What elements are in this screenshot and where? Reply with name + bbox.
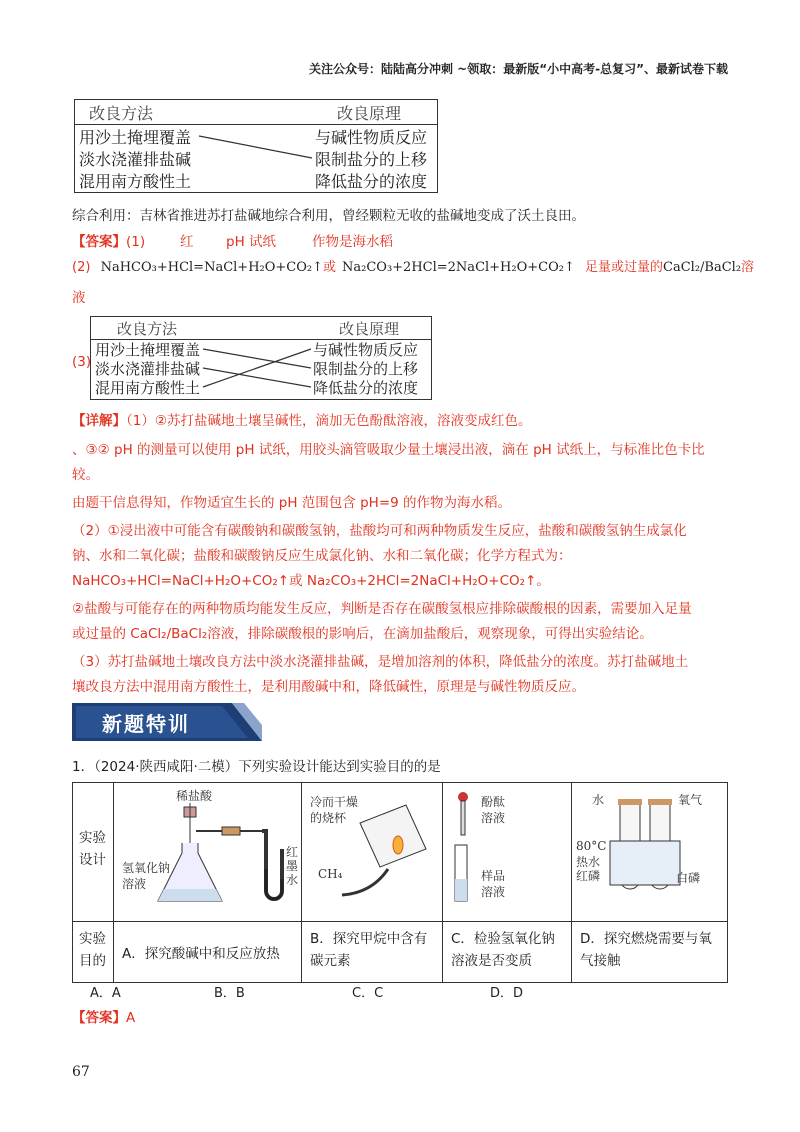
figure-c-cell (443, 783, 572, 922)
detail-line: ②盐酸与可能存在的两种物质均能发生反应，判断是否存在碳酸氢根应排除碳酸根的因素，需要加入足量 (72, 601, 692, 617)
label-beaker: 冷而干燥 (310, 795, 359, 809)
purpose-b (302, 922, 443, 983)
label-sample: 溶液 (481, 885, 506, 899)
label-naoh-solution: 溶液 (122, 877, 147, 891)
option-b[interactable]: B．B (214, 986, 245, 1001)
answer-line-1 (72, 232, 393, 252)
equation-1: NaHCO₃+HCl=NaCl+H₂O+CO₂↑ (100, 260, 323, 275)
option-d[interactable]: D．D (490, 986, 524, 1001)
table1-head-principle: 改良原理 (337, 104, 402, 123)
answer-2-value: A (126, 1010, 136, 1026)
table1-principle: 与碱性物质反应 (315, 128, 428, 147)
page-header: 关注公众号：陆陆高分冲刺 ~领取：最新版“小中高考-总复习”、最新试卷下载 (309, 62, 728, 76)
purpose-d (572, 922, 728, 983)
option-a[interactable]: A．A (90, 986, 121, 1001)
table2-head-method: 改良方法 (117, 320, 178, 338)
table2-method: 混用南方酸性土 (95, 379, 201, 397)
table1-connector (75, 100, 437, 192)
detail-line: （2）①浸出液中可能含有碳酸钠和碳酸氢钠，盐酸均可和两种物质发生反应，盐酸和碳酸氢钠生成氯化 (72, 523, 687, 539)
page-number: 67 (72, 1064, 90, 1080)
table1-method: 混用南方酸性土 (79, 172, 192, 191)
question-text: 1．（2024·陕西咸阳·二模）下列实验设计能达到实验目的的是 (72, 759, 441, 775)
section-banner (72, 703, 262, 741)
purpose-b-text: B．探究甲烷中含有碳元素 (310, 931, 428, 969)
label-methane: CH₄ (318, 867, 343, 881)
answer-or: 或 (323, 260, 337, 275)
label-ink: 墨 (286, 859, 299, 873)
detail-line: 或过量的 CaCl₂/BaCl₂溶液，排除碳酸根的影响后，在滴加盐酸后，观察现象，可得出实验结论。 (72, 626, 653, 642)
experiment-table (72, 782, 728, 983)
figure-d-cell (572, 783, 728, 922)
detail-line: NaHCO₃+HCl=NaCl+H₂O+CO₂↑或 Na₂CO₃+2HCl=2NaCl+H₂O+CO₂↑。 (72, 573, 550, 589)
improvement-table-1 (74, 99, 438, 193)
label-white-phosphorus: 白磷 (676, 871, 701, 885)
row-label-cell (73, 922, 114, 983)
table1-method: 用沙土掩埋覆盖 (79, 128, 192, 147)
improvement-table-2 (90, 316, 432, 400)
answer-p3-num: (3) (72, 354, 92, 370)
answer-p2-tail: 足量或过量的 (585, 260, 664, 275)
purpose-c (443, 922, 572, 983)
answer-2-label: 【答案】 (72, 1010, 126, 1026)
table2-principle: 降低盐分的浓度 (313, 379, 419, 397)
table2-principle: 限制盐分的上移 (313, 360, 419, 378)
label-phenolphthalein: 溶液 (481, 811, 506, 825)
label-red-phosphorus: 红磷 (576, 869, 601, 883)
banner-text: 新题特训 (102, 712, 190, 736)
answer-p1-num: (1) (126, 234, 146, 250)
purpose-c-text: C．检验氢氧化钠溶液是否变质 (451, 931, 555, 969)
table2-method: 用沙土掩埋覆盖 (95, 341, 201, 359)
detail-section (72, 409, 732, 700)
answer-p2-salt: CaCl₂/BaCl₂ (663, 260, 742, 275)
figure-c-phenolphthalein-test (443, 783, 571, 917)
equation-2: Na₂CO₃+2HCl=2NaCl+H₂O+CO₂↑ (342, 260, 575, 275)
answer-p2-num: (2) (72, 260, 91, 275)
table2-head-principle: 改良原理 (339, 320, 400, 338)
label-sample: 样品 (481, 869, 506, 883)
summary-text: 综合利用：吉林省推进苏打盐碱地综合利用，曾经颗粒无收的盐碱地变成了沃土良田。 (72, 208, 585, 224)
label-beaker: 的烧杯 (310, 811, 347, 825)
detail-line: 、③② pH 的测量可以使用 pH 试纸，用胶头滴管吸取少量土壤浸出液，滴在 pH 试纸上，与标准比色卡比 (72, 442, 705, 458)
label-temperature: 80°C (576, 839, 607, 853)
label-acid: 稀盐酸 (176, 789, 213, 803)
figure-b-cell (302, 783, 443, 922)
answer-p1-b: pH 试纸 (226, 234, 277, 250)
table1-principle: 限制盐分的上移 (315, 150, 428, 169)
table1-principle: 降低盐分的浓度 (315, 172, 428, 191)
table2-connectors (91, 317, 431, 399)
answer-p2-tail2: 溶 (741, 260, 755, 275)
answer-label: 【答案】 (72, 234, 126, 250)
detail-line: （1）②苏打盐碱地土壤呈碱性，滴加无色酚酞溶液，溶液变成红色。 (126, 413, 532, 429)
detail-line: 钠、水和二氧化碳；盐酸和碳酸钠反应生成氯化钠、水和二氧化碳；化学方程式为： (72, 548, 572, 564)
answer-2 (72, 1008, 135, 1028)
table2-principle: 与碱性物质反应 (313, 341, 419, 359)
answer-p1-c: 作物是海水稻 (312, 234, 393, 250)
answer-line-2 (72, 258, 754, 278)
purpose-a (114, 922, 302, 983)
purpose-d-text: D．探究燃烧需要与氧气接触 (580, 931, 712, 969)
label-ink: 红 (286, 845, 299, 859)
option-c[interactable]: C．C (352, 986, 384, 1001)
answer-options (90, 982, 590, 1002)
label-oxygen: 氧气 (678, 793, 703, 807)
table1-method: 淡水浇灌排盐碱 (79, 150, 192, 169)
detail-line: 由题干信息得知，作物适宜生长的 pH 范围包含 pH=9 的作物为海水稻。 (72, 495, 512, 511)
table2-method: 淡水浇灌排盐碱 (95, 360, 201, 378)
detail-line: 较。 (72, 467, 99, 483)
label-hot-water: 热水 (576, 855, 601, 869)
detail-label: 【详解】 (72, 413, 126, 429)
answer-line-2b: 液 (72, 290, 86, 306)
label-water: 水 (592, 793, 605, 807)
row-label-cell (73, 783, 114, 922)
row-label-purpose: 实验目的 (79, 931, 106, 969)
detail-line: （3）苏打盐碱地土壤改良方法中淡水浇灌排盐碱，是增加溶剂的体积，降低盐分的浓度。苏打盐碱地土 (72, 654, 689, 670)
figure-a-cell (114, 783, 302, 922)
label-phenolphthalein: 酚酞 (481, 795, 506, 809)
purpose-a-text: A．探究酸碱中和反应放热 (122, 946, 280, 962)
answer-p1-a: 红 (180, 234, 194, 250)
label-naoh: 氢氧化钠 (122, 861, 171, 875)
detail-line: 壤改良方法中混用南方酸性土，是利用酸碱中和，降低碱性，原理是与碱性物质反应。 (72, 679, 585, 695)
label-ink: 水 (286, 873, 299, 887)
table1-head-method: 改良方法 (89, 104, 154, 123)
row-label-design: 实验设计 (79, 830, 106, 868)
